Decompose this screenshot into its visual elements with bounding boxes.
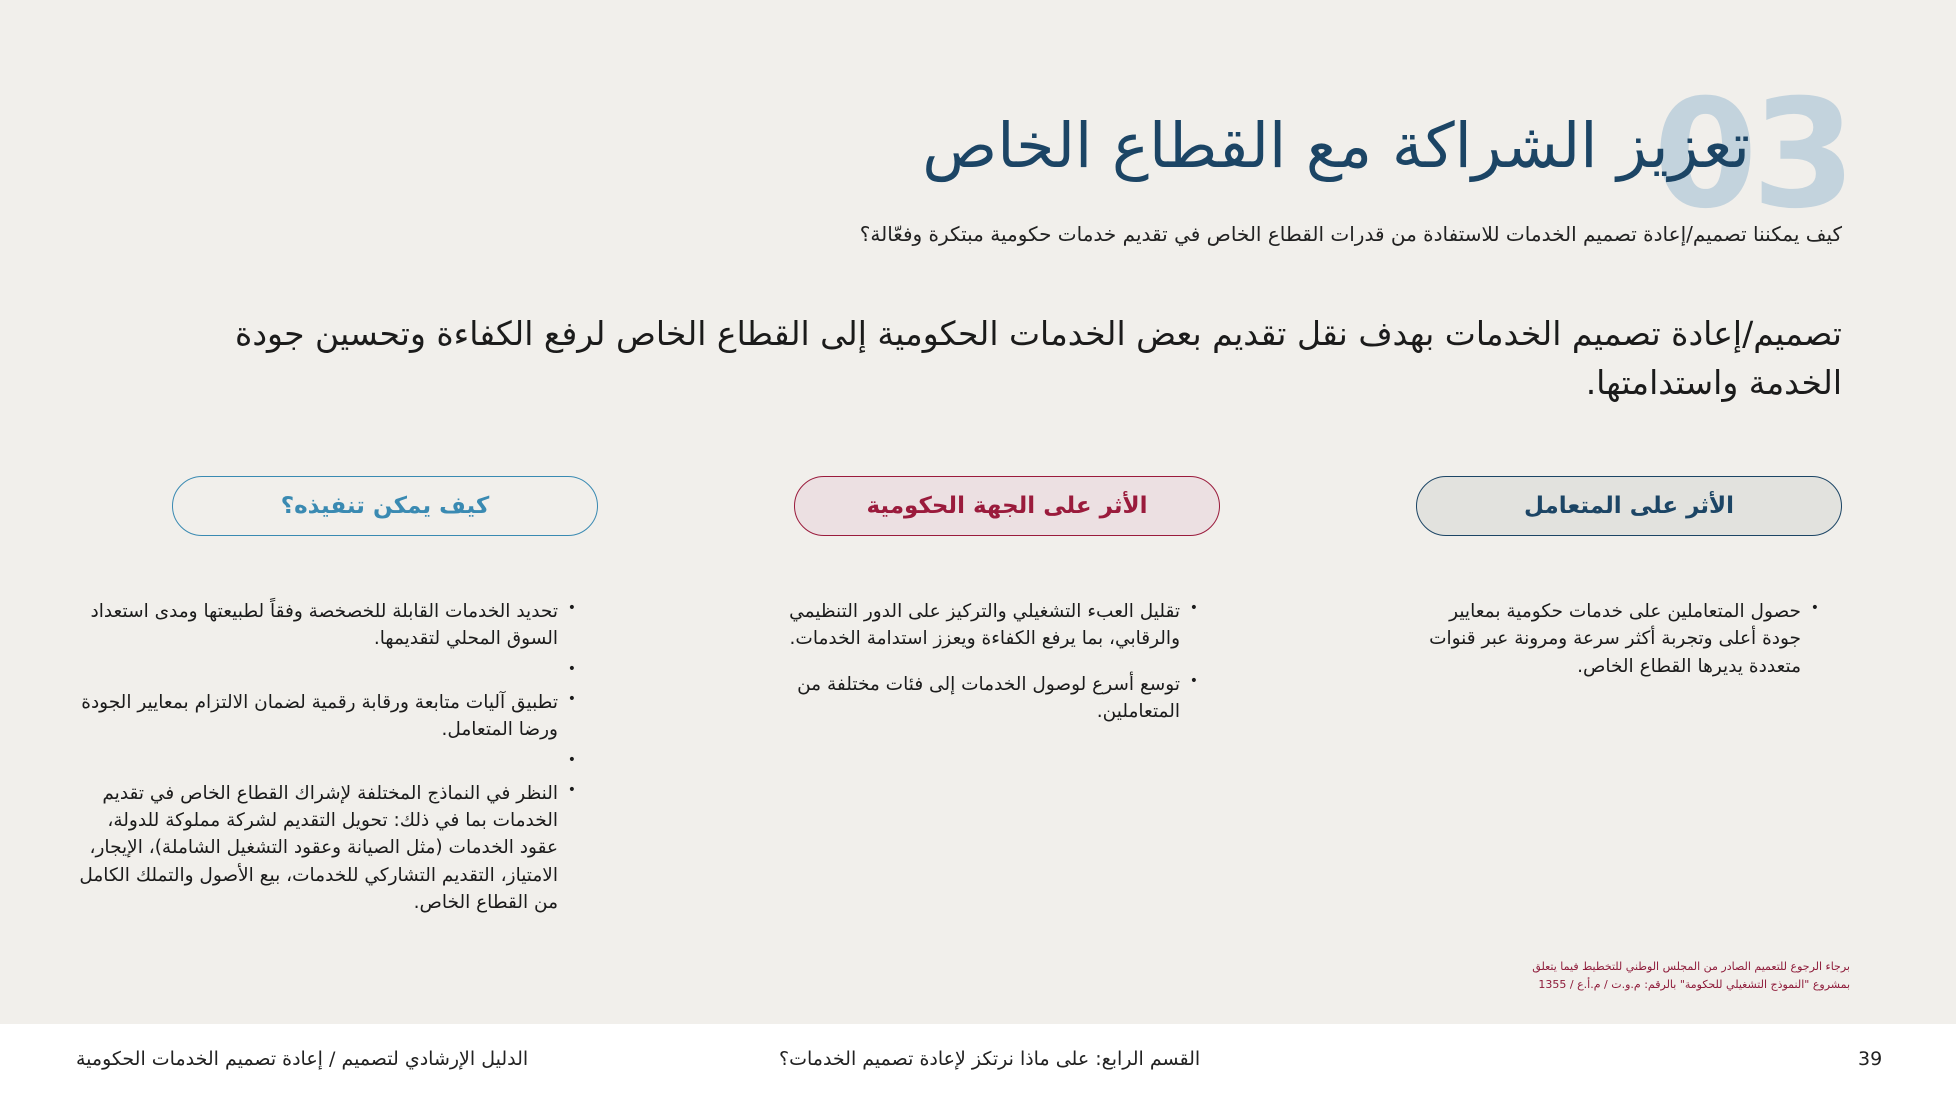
lead-statement: تصميم/إعادة تصميم الخدمات بهدف نقل تقديم بعض الخدمات الحكومية إلى القطاع الخاص لرفع الكفاءة وتحسين جودة الخدمة واستدامتها.	[235, 314, 1842, 402]
bullet-list	[1419, 598, 1819, 680]
footer-guide-title: الدليل الإرشادي لتصميم / إعادة تصميم الخدمات الحكومية	[76, 1048, 529, 1070]
bullet-list	[71, 598, 576, 916]
page-subtitle: كيف يمكننا تصميم/إعادة تصميم الخدمات للاستفادة من قدرات القطاع الخاص في تقديم خدمات حكومية مبتكرة وفعّالة؟	[859, 222, 1842, 246]
reference-note-line: بمشروع "النموذج التشغيلي للحكومة" بالرقم: م.و.ت / م.أ.ع / 1355	[1538, 977, 1850, 991]
bullet-item-empty	[71, 750, 558, 774]
bullet-item: • توسع أسرع لوصول الخدمات إلى فئات مختلفة من المتعاملين.	[778, 671, 1180, 726]
bullet-item-empty	[71, 659, 558, 683]
heading-pill-customer-impact	[1416, 476, 1842, 536]
heading-pill-government-impact	[794, 476, 1220, 536]
page-title: تعزيز الشراكة مع القطاع الخاص	[922, 109, 1750, 182]
heading-pill-label: الأثر على الجهة الحكومية	[866, 493, 1148, 519]
column-customer-impact	[1419, 598, 1819, 698]
heading-pill-implementation	[172, 476, 598, 536]
footer-section-title: القسم الرابع: على ماذا نرتكز لإعادة تصميم الخدمات؟	[779, 1048, 1201, 1070]
heading-pill-label: الأثر على المتعامل	[1523, 493, 1735, 519]
page-footer	[0, 1024, 1956, 1100]
section-number: 03	[1653, 68, 1850, 242]
bullet-item: • تقليل العبء التشغيلي والتركيز على الدور التنظيمي والرقابي، بما يرفع الكفاءة ويعزز استدامة الخدمات.	[778, 598, 1180, 653]
bullet-item: • النظر في النماذج المختلفة لإشراك القطاع الخاص في تقديم الخدمات بما في ذلك: تحويل التقديم لشركة مملوكة للدولة، عقود الخدمات (مثل الصيانة وعقود التشغيل الشاملة)، الإيجار، الامتياز، التقديم التشاركي للخدمات، بيع الأصول والتملك الكامل من القطاع الخاص.	[71, 780, 558, 917]
reference-note	[1430, 958, 1850, 993]
column-implementation	[71, 598, 576, 922]
column-government-impact	[778, 598, 1198, 744]
bullet-item: • تحديد الخدمات القابلة للخصخصة وفقاً لطبيعتها ومدى استعداد السوق المحلي لتقديمها.	[71, 598, 558, 653]
page-number: 39	[1858, 1048, 1883, 1070]
heading-pill-label: كيف يمكن تنفيذه؟	[280, 493, 490, 519]
bullet-item: • حصول المتعاملين على خدمات حكومية بمعايير جودة أعلى وتجربة أكثر سرعة ومرونة عبر قنوات متعددة يديرها القطاع الخاص.	[1419, 598, 1801, 680]
reference-note-line: برجاء الرجوع للتعميم الصادر من المجلس الوطني للتخطيط فيما يتعلق	[1532, 960, 1850, 973]
bullet-list	[778, 598, 1198, 726]
bullet-item: • تطبيق آليات متابعة ورقابة رقمية لضمان الالتزام بمعايير الجودة ورضا المتعامل.	[71, 689, 558, 744]
